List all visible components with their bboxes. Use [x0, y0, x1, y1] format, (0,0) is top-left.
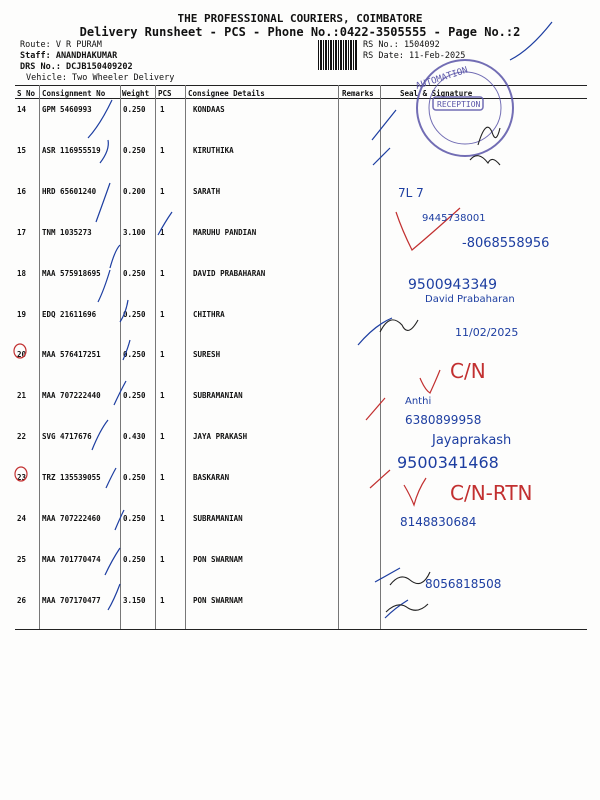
row-consignment-no: EDQ 21611696 — [42, 309, 97, 319]
row-weight: 0.250 — [123, 268, 146, 278]
handwritten-phone: 9445738001 — [422, 213, 486, 224]
runsheet-subtitle: Delivery Runsheet - PCS - Phone No.:0422-3505555 - Page No.:2 — [79, 25, 521, 39]
row-pcs: 1 — [160, 186, 165, 196]
column-header-pcs: PCS — [158, 89, 172, 98]
row-weight: 0.250 — [123, 350, 146, 360]
row-consignee: DAVID PRABAHARAN — [193, 268, 266, 278]
row-consignment-no: TNM 1035273 — [42, 227, 92, 237]
column-header-remarks: Remarks — [342, 89, 374, 98]
staff-label: Staff: ANANDHAKUMAR — [20, 51, 118, 61]
row-sno: 24 — [17, 514, 27, 523]
row-sno: 19 — [17, 309, 27, 319]
company-title: THE PROFESSIONAL COURIERS, COIMBATORE — [177, 12, 423, 25]
row-pcs: 1 — [160, 391, 165, 401]
vehicle-label: Vehicle: Two Wheeler Delivery — [26, 73, 175, 83]
row-consignee: SUBRAMANIAN — [193, 391, 243, 401]
row-consignment-no: HRD 65601240 — [42, 186, 97, 196]
handwritten-status: C/N — [450, 359, 486, 383]
row-consignee: BASKARAN — [193, 473, 230, 483]
row-pcs: 1 — [160, 514, 165, 523]
row-consignee: KONDAAS — [193, 105, 225, 114]
row-pcs: 1 — [160, 554, 165, 564]
row-sno: 17 — [17, 227, 27, 237]
column-header-seal-signature: Seal & Signature — [400, 89, 473, 98]
row-weight: 0.250 — [123, 145, 146, 155]
row-consignee: SARATH — [193, 186, 221, 196]
column-header-consignment: Consignment No — [42, 89, 106, 98]
handwritten-date: 11/02/2025 — [455, 326, 519, 339]
rs-number: RS No.: 1504092 — [363, 40, 440, 50]
red-marks — [14, 208, 460, 505]
row-consignment-no: GPM 5460993 — [42, 105, 92, 114]
tick-marks — [88, 22, 552, 618]
handwritten-name: Jayaprakash — [432, 433, 512, 448]
row-pcs: 1 — [160, 309, 165, 319]
row-sno: 26 — [17, 595, 27, 605]
row-consignee: JAYA PRAKASH — [193, 432, 248, 442]
handwritten-phone: 8056818508 — [425, 577, 502, 591]
row-pcs: 1 — [160, 145, 165, 155]
row-pcs: 1 — [160, 350, 165, 360]
handwritten-note: 7L 7 — [398, 186, 424, 200]
row-consignment-no: ASR 116955519 — [42, 145, 101, 155]
row-weight: 0.250 — [123, 514, 146, 523]
column-header-consignee: Consignee Details — [188, 89, 265, 98]
row-consignment-no: MAA 707170477 — [42, 595, 101, 605]
row-sno: 15 — [17, 145, 27, 155]
route-label: Route: V R PURAM — [20, 40, 102, 50]
column-header-weight: Weight — [122, 89, 150, 98]
row-sno: 14 — [17, 105, 27, 114]
row-sno: 23 — [17, 473, 27, 483]
row-weight: 0.250 — [123, 309, 146, 319]
row-pcs: 1 — [160, 595, 165, 605]
row-consignee: CHITHRA — [193, 309, 225, 319]
row-consignment-no: TRZ 135539055 — [42, 473, 101, 483]
handwritten-phone: -8068558956 — [462, 236, 550, 251]
row-weight: 0.250 — [123, 105, 146, 114]
row-weight: 0.200 — [123, 186, 146, 196]
row-consignee: SUBRAMANIAN — [193, 514, 243, 523]
row-pcs: 1 — [160, 432, 165, 442]
row-consignee: MARUHU PANDIAN — [193, 227, 257, 237]
row-consignee: PON SWARNAM — [193, 554, 243, 564]
row-sno: 22 — [17, 432, 27, 442]
row-pcs: 1 — [160, 473, 165, 483]
row-sno: 16 — [17, 186, 27, 196]
row-consignment-no: SVG 4717676 — [42, 432, 92, 442]
handwritten-status: C/N-RTN — [450, 481, 533, 505]
row-consignment-no: MAA 707222440 — [42, 391, 101, 401]
handwritten-name: Anthi — [405, 396, 432, 407]
drs-label: DRS No.: DCJB150409202 — [20, 62, 133, 72]
column-header-sno: S No — [17, 89, 36, 98]
row-consignment-no: MAA 707222460 — [42, 514, 101, 523]
row-consignment-no: MAA 575918695 — [42, 268, 101, 278]
row-weight: 3.150 — [123, 595, 146, 605]
row-sno: 20 — [17, 350, 27, 360]
row-weight: 0.250 — [123, 473, 146, 483]
handwritten-phone: 9500341468 — [397, 453, 499, 472]
row-sno: 21 — [17, 391, 27, 401]
row-weight: 0.250 — [123, 391, 146, 401]
row-consignment-no: MAA 576417251 — [42, 350, 101, 360]
row-weight: 3.100 — [123, 227, 146, 237]
handwritten-phone: 6380899958 — [405, 413, 482, 427]
stamp-label: RECEPTION — [437, 100, 481, 109]
row-pcs: 1 — [160, 105, 165, 114]
row-sno: 25 — [17, 554, 27, 564]
row-consignment-no: MAA 701770474 — [42, 554, 101, 564]
row-weight: 0.430 — [123, 432, 146, 442]
handwritten-phone: 8148830684 — [400, 515, 477, 529]
row-weight: 0.250 — [123, 554, 146, 564]
row-pcs: 1 — [160, 227, 165, 237]
row-consignee: SURESH — [193, 350, 221, 360]
handwritten-name: David Prabaharan — [425, 294, 515, 305]
row-pcs: 1 — [160, 268, 165, 278]
handwritten-phone: 9500943349 — [408, 277, 498, 293]
row-consignee: KIRUTHIKA — [193, 145, 234, 155]
stamp-ring-text: AUTOMATION — [414, 65, 470, 92]
rs-date: RS Date: 11-Feb-2025 — [363, 51, 466, 61]
row-consignee: PON SWARNAM — [193, 595, 243, 605]
row-sno: 18 — [17, 268, 27, 278]
